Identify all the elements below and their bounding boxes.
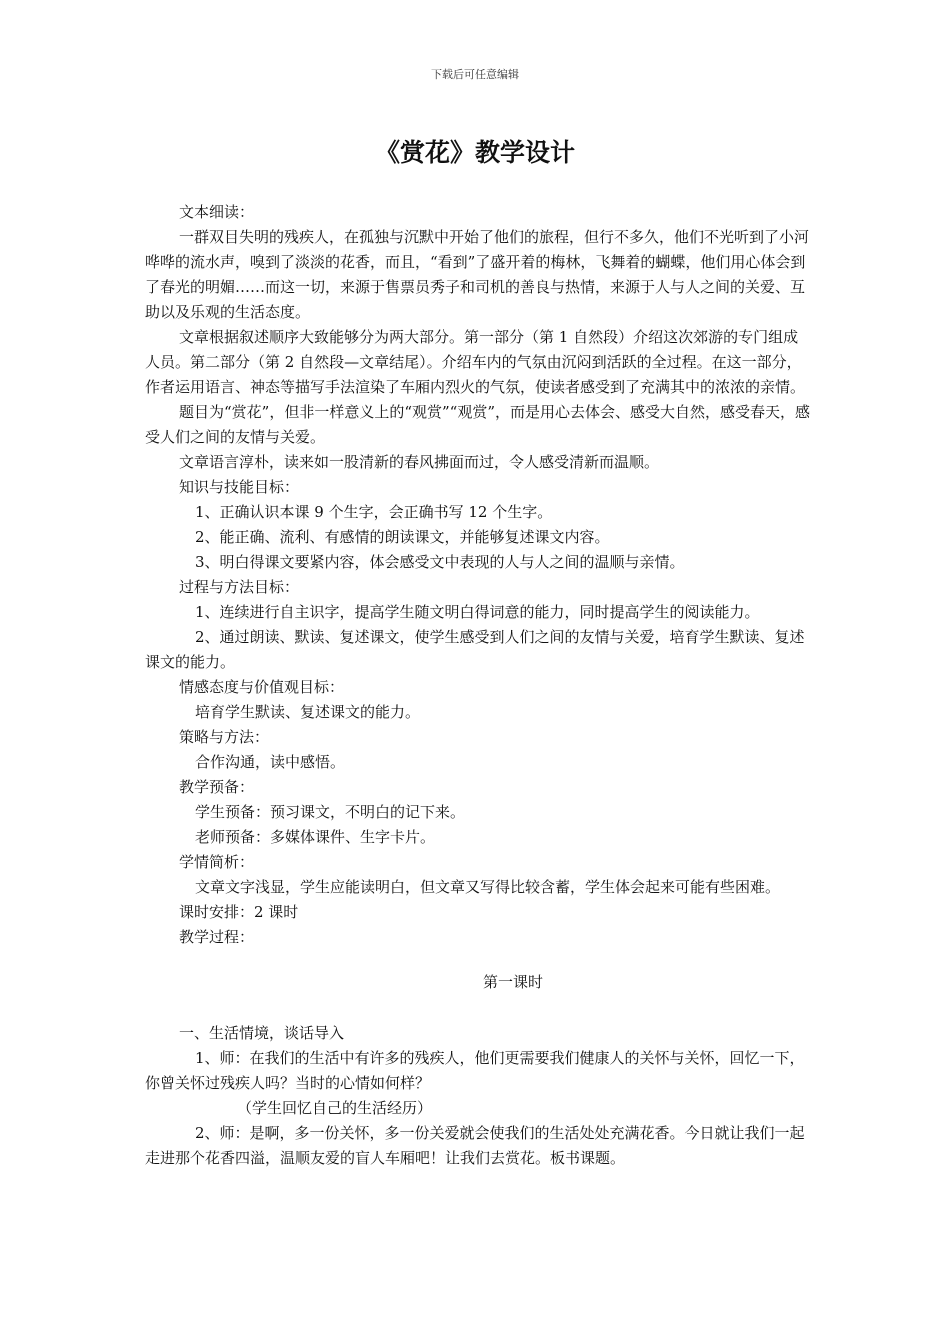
paragraph: 2、师：是啊，多一份关怀，多一份关爱就会使我们的生活处处充满花香。今日就让我们一起走进那个花香四溢，温顺友爱的盲人车厢吧！让我们去赏花。板书课题。 — [145, 1124, 805, 1167]
emotion-goals-heading: 情感态度与价值观目标： — [179, 678, 345, 696]
analysis-heading: 学情简析： — [179, 853, 255, 871]
paragraph: 文章语言淳朴，读来如一股清新的春风拂面而过，令人感受清新而温顺。 — [179, 453, 660, 471]
paragraph: 一群双目失明的残疾人，在孤独与沉默中开始了他们的旅程，但行不多久，他们不光听到了小河哗哗的流水声，嗅到了淡淡的花香，而且，“看到”了盛开着的梅林，飞舞着的蝴蝶，他们用心体会到了春光的明媚……而这一切，来源于售票员秀子和司机的善良与热情，来源于人与人之间的关爱、互助以及乐观的生活态度。 — [145, 228, 810, 321]
paragraph: 题目为“赏花”，但非一样意义上的“观赏”“观赏”，而是用心去体会、感受大自然，感受春天，感受人们之间的友情与关爱。 — [145, 403, 811, 446]
schedule-line: 课时安排：2 课时 — [179, 903, 299, 921]
strategy-heading: 策略与方法： — [179, 728, 270, 746]
list-item: 1、正确认识本课 9 个生字，会正确书写 12 个生字。 — [195, 503, 553, 521]
paragraph: 文章根据叙述顺序大致能够分为两大部分。第一部分（第 1 自然段）介绍这次郊游的专门组成人员。第二部分（第 2 自然段—文章结尾）。介绍车内的气氛由沉闷到活跃的全过程。在这一部分，作者运用语言、神态等描写手法渲染了车厢内烈火的气氛，使读者感受到了充满其中的浓浓的亲情。 — [145, 328, 806, 396]
paragraph: 文章文字浅显，学生应能读明白，但文章又写得比较含蓄，学生体会起来可能有些困难。 — [195, 878, 781, 896]
teaching-process-heading: 教学过程： — [179, 928, 255, 946]
list-item: 1、连续进行自主识字，提高学生随文明白得词意的能力，同时提高学生的阅读能力。 — [195, 603, 760, 621]
list-item: 3、明白得课文要紧内容，体会感受文中表现的人与人之间的温顺与亲情。 — [195, 553, 685, 571]
text-reading-heading: 文本细读： — [179, 203, 255, 221]
list-item: 学生预备：预习课文，不明白的记下来。 — [195, 803, 466, 821]
paragraph: 1、师：在我们的生活中有许多的残疾人，他们更需要我们健康人的关怀与关怀，回忆一下，你曾关怀过残疾人吗？当时的心情如何样？ — [145, 1049, 805, 1092]
list-item: 2、能正确、流利、有感情的朗读课文，并能够复述课文内容。 — [195, 528, 610, 546]
note-line: （学生回忆自己的生活经历） — [237, 1099, 433, 1117]
document-body — [145, 200, 813, 1171]
list-item: 2、通过朗读、默读、复述课文，使学生感受到人们之间的友情与关爱，培育学生默读、复述课文的能力。 — [145, 628, 805, 671]
preparation-heading: 教学预备： — [179, 778, 255, 796]
step-heading: 一、生活情境，谈话导入 — [179, 1024, 345, 1042]
list-item: 培育学生默读、复述课文的能力。 — [195, 703, 421, 721]
list-item: 合作沟通，读中感悟。 — [195, 753, 346, 771]
list-item: 老师预备：多媒体课件、生字卡片。 — [195, 828, 436, 846]
process-goals-heading: 过程与方法目标： — [179, 578, 300, 596]
knowledge-goals-heading: 知识与技能目标： — [179, 478, 300, 496]
page-header-note: 下载后可任意编辑 — [431, 68, 519, 81]
lesson-title: 第一课时 — [482, 973, 543, 991]
document-title: 《赏花》教学设计 — [374, 138, 575, 167]
